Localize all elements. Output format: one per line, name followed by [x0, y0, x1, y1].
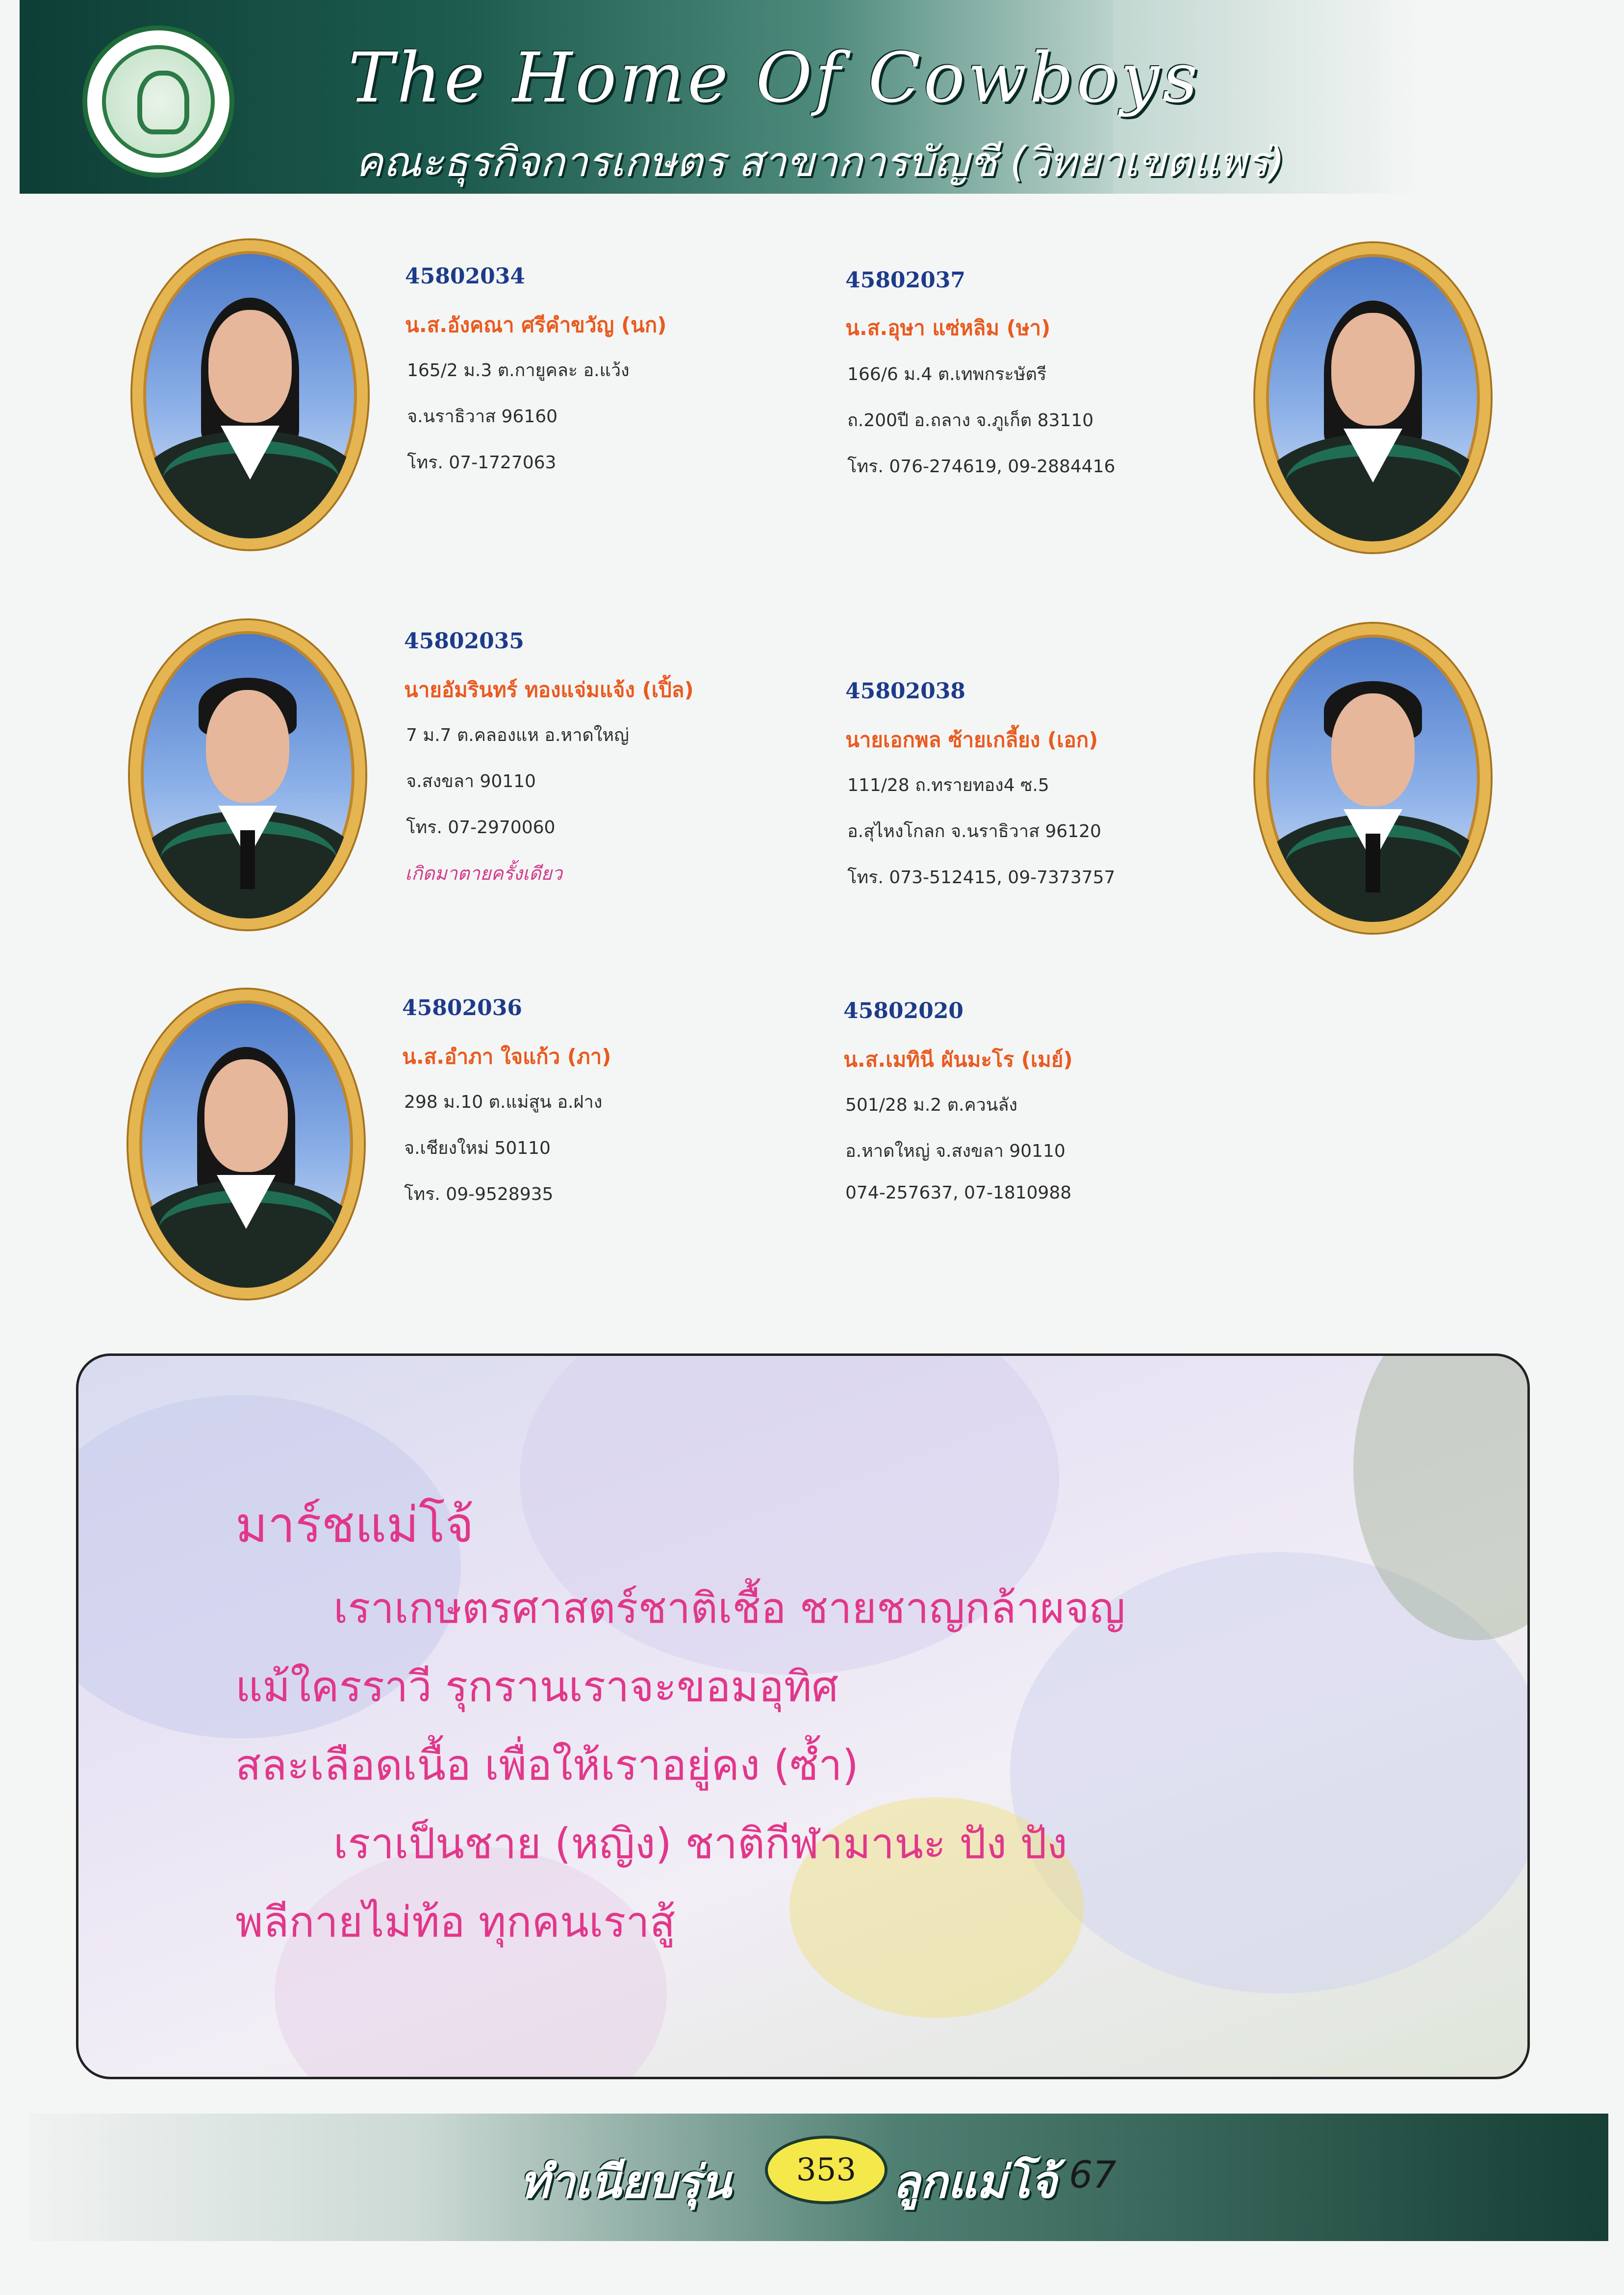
student-name: น.ส.อุษา แซ่หลิม (ษา) [845, 316, 1051, 340]
song-line: สละเลือดเนื้อ เพื่อให้เราอยู่คง (ซ้ำ) [235, 1741, 859, 1790]
face [208, 310, 292, 423]
student-phone: โทร. 09-9528935 [404, 1184, 554, 1204]
student-id: 45802037 [845, 268, 965, 293]
student-phone: 074-257637, 07-1810988 [845, 1183, 1072, 1203]
student-photo [132, 240, 368, 549]
student-photo [1255, 243, 1491, 552]
necktie [240, 830, 255, 889]
student-id: 45802020 [843, 998, 964, 1023]
footer-directory-label: ทำเนียบรุ่น [520, 2156, 732, 2208]
student-address-line2: จ.สงขลา 90110 [406, 771, 536, 791]
student-name: น.ส.อำภา ใจแก้ว (ภา) [402, 1045, 611, 1069]
student-id: 45802038 [845, 679, 965, 704]
student-phone: โทร. 07-1727063 [407, 453, 557, 473]
page-number-badge [765, 2136, 888, 2204]
student-photo [1255, 624, 1491, 933]
student-address-line2: จ.เชียงใหม่ 50110 [404, 1138, 551, 1158]
student-address-line1: 298 ม.10 ต.แม่สูน อ.ฝาง [404, 1092, 603, 1112]
student-address-line1: 7 ม.7 ต.คลองแห อ.หาดใหญ่ [406, 725, 629, 745]
face [1331, 313, 1415, 426]
student-id: 45802036 [402, 995, 522, 1020]
face [1331, 693, 1415, 806]
song-line: เราเกษตรศาสตร์ชาติเชื้อ ชายชาญกล้าผจญ [333, 1584, 1125, 1633]
song-title: มาร์ชแม่โจ้ [235, 1496, 474, 1554]
page-number: 353 [796, 2152, 857, 2188]
student-motto: เกิดมาตายครั้งเดียว [405, 863, 562, 884]
student-phone: โทร. 076-274619, 09-2884416 [847, 457, 1116, 477]
flower-petal [275, 1846, 667, 2079]
student-phone: โทร. 073-512415, 09-7373757 [847, 867, 1116, 888]
student-photo [128, 990, 364, 1299]
song-line: พลีกายไม่ท้อ ทุกคนเราสู้ [235, 1898, 676, 1947]
student-address-line2: อ.หาดใหญ่ จ.สงขลา 90110 [845, 1141, 1066, 1161]
header-subtitle: คณะธุรกิจการเกษตร สาขาการบัญชี (วิทยาเขตแพร่) [355, 138, 1285, 186]
student-name: นายเอกพล ซ้ายเกลี้ยง (เอก) [845, 728, 1098, 752]
footer-generation: 67 [1069, 2153, 1116, 2196]
student-address-line2: อ.สุไหงโกลก จ.นราธิวาส 96120 [847, 821, 1101, 842]
student-address-line1: 111/28 ถ.ทรายทอง4 ซ.5 [847, 775, 1049, 795]
student-address-line2: จ.นราธิวาส 96160 [407, 407, 558, 427]
university-seal-icon [82, 26, 234, 178]
student-address-line1: 165/2 ม.3 ต.กายูคละ อ.แว้ง [407, 360, 630, 381]
seal-emblem [102, 45, 215, 158]
header-title: The Home Of Cowboys [348, 38, 1201, 118]
necktie [1366, 834, 1380, 892]
student-phone: โทร. 07-2970060 [406, 817, 556, 838]
song-line: แม้ใครราวี รุกรานเราจะขอมอุทิศ [235, 1662, 838, 1711]
footer-alumni-label: ลูกแม่โจ้ [892, 2156, 1057, 2208]
student-id: 45802034 [405, 264, 525, 289]
student-name: นายอัมรินทร์ ทองแจ่มแจ้ง (เปิ้ล) [404, 678, 694, 702]
face [206, 690, 289, 803]
student-name: น.ส.เมทินี ผันมะโร (เมย์) [843, 1047, 1073, 1071]
face [204, 1059, 288, 1172]
song-line: เราเป็นชาย (หญิง) ชาติกีฬามานะ ปัง ปัง [333, 1819, 1067, 1868]
student-address-line2: ถ.200ปี อ.ถลาง จ.ภูเก็ต 83110 [847, 410, 1094, 431]
student-address-line1: 166/6 ม.4 ต.เทพกระษัตรี [847, 364, 1047, 384]
student-photo [130, 620, 365, 929]
student-address-line1: 501/28 ม.2 ต.ควนลัง [845, 1095, 1017, 1115]
student-name: น.ส.อังคณา ศรีคำขวัญ (นก) [405, 313, 667, 337]
student-id: 45802035 [404, 629, 524, 654]
